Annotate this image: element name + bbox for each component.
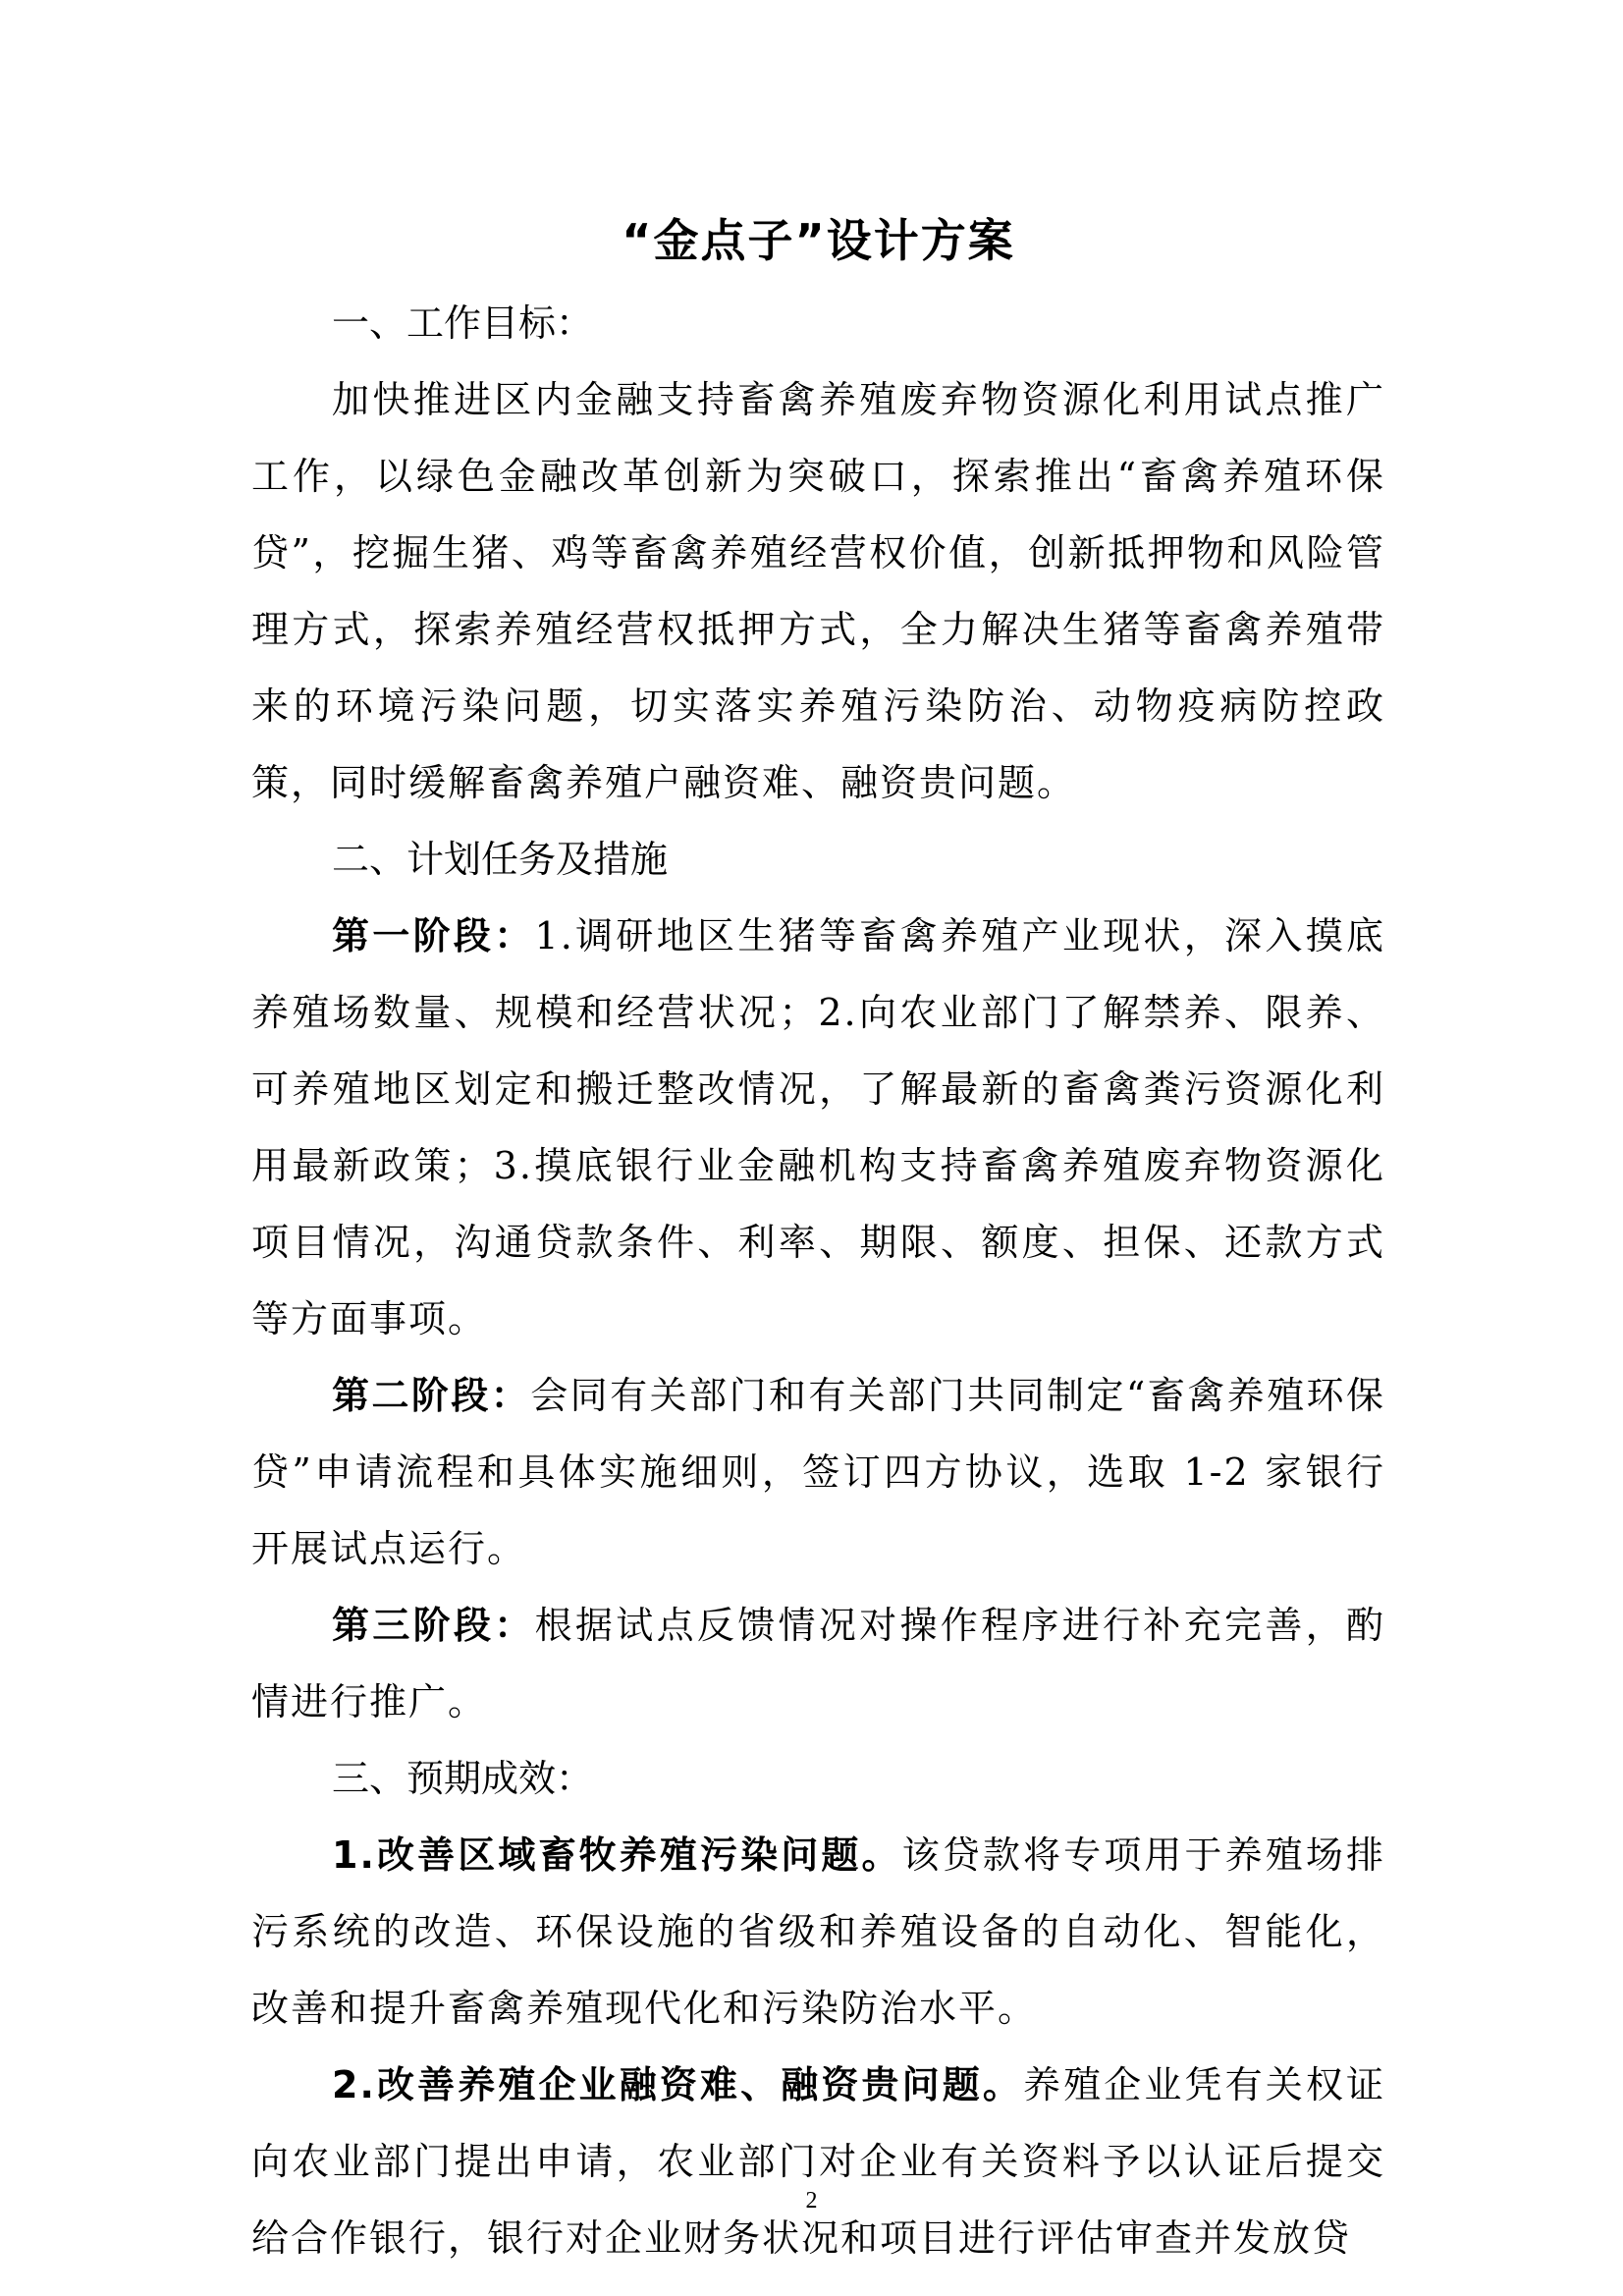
stage1-lead: 第一阶段： bbox=[332, 914, 535, 957]
goals-paragraph: 加快推进区内金融支持畜禽养殖废弃物资源化利用试点推广工作，以绿色金融改革创新为突破口，探索推出“畜禽养殖环保贷”，挖掘生猪、鸡等畜禽养殖经营权价值，创新抵押物和风险管理方式，探索养殖经营权抵押方式，全力解决生猪等畜禽养殖带来的环境污染问题，切实落实养殖污染防治、动物疫病防控政策，同时缓解畜禽养殖户融资难、融资贵问题。 bbox=[251, 378, 1385, 804]
outcome2-lead: 2.改善养殖企业融资难、融资贵问题。 bbox=[332, 2063, 1023, 2106]
stage1-paragraph bbox=[251, 898, 1385, 1357]
outcome1-body: 该贷款将专项用于养殖场排污系统的改造、环保设施的省级和养殖设备的自动化、智能化，改善和提升畜禽养殖现代化和污染防治水平。 bbox=[251, 1833, 1385, 2030]
stage3-lead: 第三阶段： bbox=[332, 1604, 535, 1647]
page-number: 2 bbox=[805, 2188, 818, 2214]
outcome2-body: 养殖企业凭有关权证向农业部门提出申请，农业部门对企业有关资料予以认证后提交给合作银行，银行对企业财务状况和项目进行评估审查并发放贷 bbox=[251, 2063, 1385, 2260]
stage3-body: 根据试点反馈情况对操作程序进行补充完善，酌情进行推广。 bbox=[251, 1604, 1385, 1723]
outcome1-paragraph bbox=[251, 1817, 1385, 2047]
outcome1-lead: 1.改善区域畜牧养殖污染问题。 bbox=[332, 1833, 902, 1877]
stage1-body: 1.调研地区生猪等畜禽养殖产业现状，深入摸底养殖场数量、规模和经营状况；2.向农业部门了解禁养、限养、可养殖地区划定和搬迁整改情况，了解最新的畜禽粪污资源化利用最新政策；3.摸底银行业金融机构支持畜禽养殖废弃物资源化项目情况，沟通贷款条件、利率、期限、额度、担保、还款方式等方面事项。 bbox=[251, 914, 1385, 1340]
outcome2-paragraph bbox=[251, 2047, 1385, 2276]
stage3-paragraph bbox=[251, 1587, 1385, 1740]
document-title: “金点子”设计方案 bbox=[622, 214, 1015, 267]
section-heading-outcomes: 三、预期成效： bbox=[332, 1757, 594, 1800]
stage2-lead: 第二阶段： bbox=[332, 1374, 531, 1417]
section-heading-goals: 一、工作目标： bbox=[332, 301, 594, 345]
stage2-body: 会同有关部门和有关部门共同制定“畜禽养殖环保贷”申请流程和具体实施细则，签订四方协议，选取 1-2 家银行开展试点运行。 bbox=[251, 1374, 1385, 1570]
document-page bbox=[251, 196, 1385, 2276]
section-heading-tasks: 二、计划任务及措施 bbox=[332, 838, 669, 881]
stage2-paragraph bbox=[251, 1357, 1385, 1587]
